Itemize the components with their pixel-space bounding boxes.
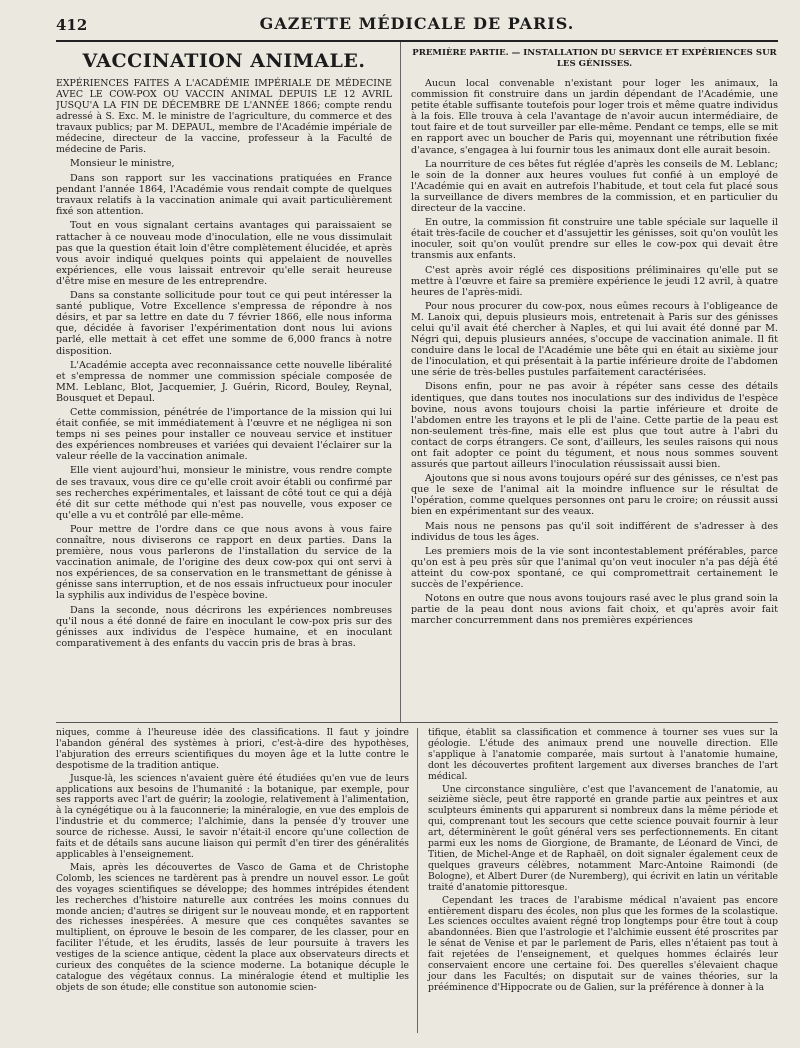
paragraph: Dans son rapport sur les vaccinations pratiquées en France pendant l'année 1864, l'Académie vous rendait compte de quelques travaux relatifs à la vaccination animale qui avait particulièrement fixé son attention. — [56, 173, 392, 218]
paragraph: Ajoutons que si nous avons toujours opéré sur des génisses, ce n'est pas que le sexe de l'animal ait la moindre influence sur le résultat de l'opération, comme quelques personnes ont paru le croire; on réussit aussi bien en expérimentant sur des veaux. — [411, 473, 778, 518]
feuilleton-left-paragraphs — [56, 728, 409, 994]
paragraph: Disons enfin, pour ne pas avoir à répéter sans cesse des détails identiques, que dans toutes nos inoculations sur des individus de l'espèce bovine, nous avons toujours choisi la partie inférieure et droite de l'abdomen entre les trayons et le pli de l'aine. Cette partie de la peau est non-seulement très-fine, mais elle est plus que tout autre à l'abri du contact de corps étrangers. Ce sont, d'ailleurs, les seules raisons qui nous ont fait adopter ce point du tégument, et nous nous sommes souvent assurés que partout ailleurs l'inoculation réussissait aussi bien. — [411, 381, 778, 471]
paragraph: Cependant les traces de l'arabisme médical n'avaient pas encore entièrement disparu des écoles, non plus que les formes de la scolastique. Les sciences occultes avaient régné trop longtemps pour être tout à coup abandonnées. Bien que l'astrologie et l'alchimie eussent été proscrites par le sénat de Venise et par le parlement de Paris, elles n'étaient pas tout à fait rejetées de l'enseignement, et quelques hommes éclairés leur conservaient encore une certaine foi. Des querelles s'élevaient chaque jour dans les Facultés; on disputait sur de vaines théories, sur la prééminence d'Hippocrate ou de Galien, sur la préférence à donner à la — [428, 894, 778, 993]
paragraph: Aucun local convenable n'existant pour loger les animaux, la commission fit construire dans un jardin dépendant de l'Académie, une petite étable suffisante toutefois pour loger trois et même quatre individus à la fois. Elle trouva à cela l'avantage de n'avoir aucun intermédiaire, de tout faire et de tout surveiller par elle-même. Pendant ce temps, elle se mit en rapport avec un boucher de Paris qui, moyennant une rétribution fixée d'avance, s'engagea à lui fournir tous les animaux dont elle aurait besoin. — [411, 78, 778, 156]
paragraph: Elle vient aujourd'hui, monsieur le ministre, vous rendre compte de ses travaux, vous dire ce qu'elle croit avoir établi ou confirmé par ses recherches expérimentales, et laissant de côté tout ce qui a déjà été dit sur cette méthode qui n'est pas nouvelle, vous exposer ce qu'elle a vu et contrôlé par elle-même. — [56, 465, 392, 521]
paragraph: Notons en outre que nous avons toujours rasé avec le plus grand soin la partie de la peau dont nous avions fait choix, et qu'après avoir fait marcher concurremment dans nos premières expériences — [411, 593, 778, 627]
paragraph: Cette commission, pénétrée de l'importance de la mission qui lui était confiée, se mit immédiatement à l'œuvre et ne négligea ni son temps ni ses peines pour installer ce nouveau service et instituer des expériences nombreuses et variées qui devaient l'éclairer sur la valeur réelle de la vaccination animale. — [56, 406, 392, 463]
paragraph: La nourriture de ces bêtes fut réglée d'après les conseils de M. Leblanc; le soin de la donner aux heures voulues fut confié à un employé de l'Académie qui en avait en autrefois l'habitude, et tout cela fut placé sous la surveillance de divers membres de la commission, et en particulier du directeur de la vaccine. — [411, 158, 778, 215]
paragraph: Tout en vous signalant certains avantages qui paraissaient se rattacher à ce nouveau mode d'inoculation, elle ne vous dissimulait pas que la question était loin d'être complètement élucidée, et après vous avoir indiqué quelques points qui appelaient de nouvelles expériences, elle vous laissait entrevoir qu'elle serait heureuse d'être mise en mesure de les entreprendre. — [56, 220, 392, 287]
right-paragraphs — [411, 78, 778, 626]
article-lead: EXPÉRIENCES FAITES A L'ACADÉMIE IMPÉRIALE DE MÉDECINE AVEC LE COW-POX OU VACCIN ANIMAL DEPUIS LE 12 AVRIL JUSQU'A LA FIN DE DÉCEMBRE DE L'ANNÉE 1866; compte rendu adressé à S. Exc. M. le ministre de l'agriculture, du commerce et des travaux publics; par M. DEPAUL, membre de l'Académie impériale de médecine, directeur de la vaccine, professeur à la Faculté de médecine de Paris. — [56, 78, 392, 155]
paragraph: Dans la seconde, nous décrirons les expériences nombreuses qu'il nous a été donné de faire en inoculant le cow-pox pris sur des génisses aux individus de l'espèce humaine, et en inoculant comparativement à des enfants du vaccin pris de bras à bras. — [56, 604, 392, 649]
right-column — [401, 42, 778, 722]
left-column — [56, 42, 401, 722]
paragraph: tifique, établit sa classification et commence à tourner ses vues sur la géologie. L'étude des animaux prend une nouvelle direction. Elle s'applique à l'anatomie comparée, mais surtout à l'anatomie humaine, dont les découvertes profitent largement aux diverses branches de l'art médical. — [428, 728, 778, 782]
page-header — [56, 12, 778, 42]
paragraph: L'Académie accepta avec reconnaissance cette nouvelle libéralité et s'empressa de nommer une commission spéciale composée de MM. Leblanc, Blot, Jacquemier, J. Guérin, Ricord, Bouley, Reynal, Bousquet et Depaul. — [56, 359, 392, 404]
feuilleton-right-column — [418, 728, 778, 1033]
paragraph: Pour nous procurer du cow-pox, nous eûmes recours à l'obligeance de M. Lanoix qui, depuis plusieurs mois, entretenait à Paris sur des génisses celui qu'il avait été chercher à Naples, et qui lui avait été donné par M. Négri qui, depuis plusieurs années, s'occupe de vaccination animale. Il fit conduire dans le local de l'Académie une bête qui en était au sixième jour de l'inoculation, et qui présentait à la partie inférieure droite de l'abdomen une série de très-belles pustules parfaitement caractérisées. — [411, 300, 778, 379]
paragraph: En outre, la commission fit construire une table spéciale sur laquelle il était très-facile de coucher et d'assujettir les génisses, soit qu'on voulût les inoculer, soit qu'on voulût prendre sur elles le cow-pox qui devait être transmis aux enfants. — [411, 217, 778, 262]
paragraph: Une circonstance singulière, c'est que l'avancement de l'anatomie, au seizième siècle, peut être rapporté en grande partie aux peintres et aux sculpteurs éminents qui apparurent si nombreux dans la même période et qui, comprenant tout les secours que cette science pouvait fournir à leur art, déterminèrent le goût général vers ses perfectionnements. En citant parmi eux les noms de Giorgione, de Bramante, de Léonard de Vinci, de Titien, de Michel-Ange et de Raphaël, on doit signaler également ceux de quelques graveurs célèbres, notamment Marc-Antoine Raimondi (de Bologne), et Albert Durer (de Nuremberg), qui écrivit en latin un véritable traité d'anatomie pittoresque. — [428, 783, 778, 893]
feuilleton-left-column — [56, 728, 418, 1033]
paragraph: Mais, après les découvertes de Vasco de Gama et de Christophe Colomb, les sciences ne tardèrent pas à prendre un nouvel essor. Le goût des voyages scientifiques se développe; des hommes intrépides étendent les recherches d'histoire naturelle aux contrées les moins connues du monde ancien; d'autres se dirigent sur le nouveau monde, et en rapportent des richesses inespérées. A mesure que ces conquêtes savantes se multiplient, on éprouve le besoin de les comparer, de les classer, pour en faciliter l'étude, et les érudits, lassés de leur poursuite à travers les vestiges de la science antique, cèdent la place aux observateurs directs et curieux des conquêtes de la science moderne. La botanique décuple le catalogue des végétaux connus. La minéralogie étend et multiplie les objets de son étude; elle constitue son autonomie scien- — [56, 861, 409, 993]
paragraph: C'est après avoir réglé ces dispositions préliminaires qu'elle put se mettre à l'œuvre et faire sa première expérience le jeudi 12 avril, à quatre heures de l'après-midi. — [411, 264, 778, 298]
left-paragraphs — [56, 173, 392, 649]
salutation: Monsieur le ministre, — [70, 158, 175, 169]
feuilleton — [56, 723, 778, 1033]
paragraph: Mais nous ne pensons pas qu'il soit indifférent de s'adresser à des individus de tous les âges. — [411, 520, 778, 543]
paragraph: Jusque-là, les sciences n'avaient guère été étudiées qu'en vue de leurs applications aux besoins de l'humanité : la botanique, par exemple, pour ses rapports avec l'art de guérir; la zoologie, relativement à l'alimentation, à la cynégétique ou à la fauconnerie; la minéralogie, en vue des emplois de l'industrie et du commerce; l'alchimie, dans la pensée d'y trouver une source de richesse. Aussi, le savoir n'était-il encore qu'une collection de faits et de détails sans aucune liaison qui permît d'en tirer des généralités applicables à l'enseignement. — [56, 772, 409, 860]
section-heading: PREMIÈRE PARTIE. — INSTALLATION DU SERVICE ET EXPÉRIENCES SUR LES GÉNISSES. — [412, 48, 777, 69]
paragraph: Dans sa constante sollicitude pour tout ce qui peut intéresser la santé publique, Votre Excellence s'empressa de répondre à nos désirs, et par sa lettre en date du 7 février 1866, elle nous informa que, décidée à favoriser l'expérimentation dont nous lui avions parlé, elle mettait à cet effet une somme de 6,000 francs à notre disposition. — [56, 290, 392, 357]
paragraph: Les premiers mois de la vie sont incontestablement préférables, parce qu'on est à peu près sûr que l'animal qu'on veut inoculer n'a pas déjà été atteint du cow-pox spontané, ce qui compromettrait certainement le succès de l'expérience. — [411, 545, 778, 591]
main-article — [56, 42, 778, 723]
feuilleton-right-paragraphs — [428, 728, 778, 994]
page-number: 412 — [56, 16, 88, 34]
article-title: VACCINATION ANIMALE. — [82, 50, 366, 72]
journal-title: GAZETTE MÉDICALE DE PARIS. — [259, 14, 575, 33]
paragraph: Pour mettre de l'ordre dans ce que nous avons à vous faire connaître, nous diviserons ce rapport en deux parties. Dans la première, nous vous parlerons de l'installation du service de la vaccination animale, de l'origine des deux cow-pox qui ont servi à nos expériences, de sa conservation en le transmettant de génisse à génisse sans interruption, et de nos essais infructueux pour inoculer la syphilis aux individus de l'espèce bovine. — [56, 523, 392, 602]
paragraph: niques, comme à l'heureuse idée des classifications. Il faut y joindre l'abandon général des systèmes à priori, c'est-à-dire des hypothèses, l'abjuration des erreurs scientifiques du moyen âge et la lutte contre le despotisme de la tradition antique. — [56, 728, 409, 771]
